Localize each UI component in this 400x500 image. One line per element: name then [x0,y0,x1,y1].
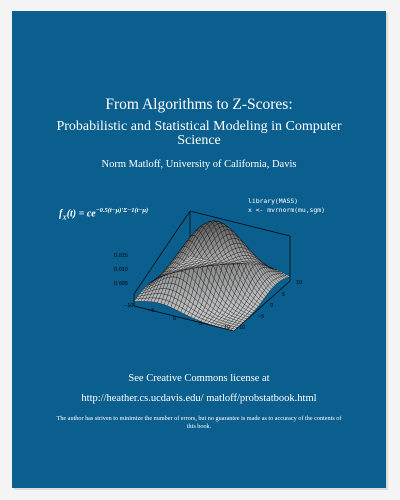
bivariate-normal-surface-plot [112,211,312,336]
y-tick-label: −5 [258,314,265,320]
x-tick-label: 0 [173,316,177,322]
z-tick-label: 0.010 [114,267,128,273]
x-tick-label: −10 [124,303,134,309]
book-cover [12,11,386,488]
author-line: Norm Matloff, University of California, Davis [101,159,297,170]
formula-body: (t) = ce [66,208,96,220]
y-tick-label: 10 [296,280,303,286]
disclaimer-text: The author has striven to minimize the number of errors, but no guarantee is made as to accuracy of the contents of this book. [56,415,342,430]
x-tick-label: −5 [148,308,155,314]
z-tick-label: 0.005 [114,281,128,287]
book-subtitle: Probabilistic and Statistical Modeling in Computer Science [56,119,342,148]
y-tick-label: −10 [236,325,246,331]
book-title: From Algorithms to Z-Scores: [105,96,293,113]
y-tick-label: 5 [282,292,286,298]
x-tick-label: 5 [199,321,203,327]
book-url[interactable]: http://heather.cs.ucdavis.edu/ matloff/probstatbook.html [81,393,317,404]
license-notice: See Creative Commons license at [128,373,270,384]
z-tick-label: 0.015 [114,253,128,259]
formula-lhs: f [59,208,63,220]
code-line: library(MASS) [248,197,299,205]
code-line: x <- mvrnorm(mu,sgm) [248,206,325,214]
density-surface [134,221,290,331]
formula-exponent: −0.5(t−μ)′Σ−1(t−μ) [95,207,149,214]
formula-lhs-sub: X [62,214,67,222]
x-tick-label: 10 [224,325,231,331]
y-tick-label: 0 [270,303,274,309]
